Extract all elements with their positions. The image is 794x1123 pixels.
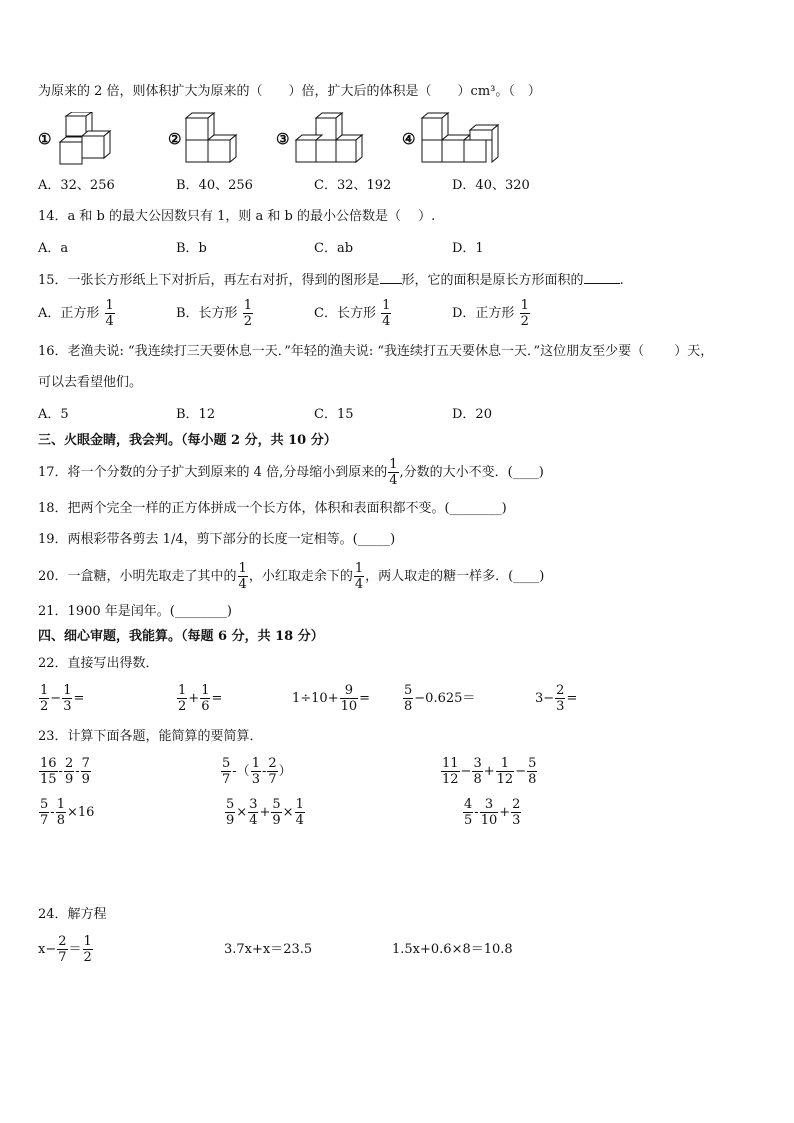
q14-stem: 14．a 和 b 的最大公因数只有 1，则 a 和 b 的最小公倍数是（ ）.: [38, 209, 436, 224]
cube-figure-1: [56, 112, 116, 168]
q13-option-d: D．40、320: [452, 178, 530, 193]
section-3-heading: 三、火眼金睛，我会判。（每小题 2 分，共 10 分）: [38, 433, 337, 448]
q15-option-d-fraction: $\frac{1}{2}$: [520, 298, 529, 329]
q19: 19．两根彩带各剪去 1/4，剪下部分的长度一定相等。(_____): [38, 532, 396, 547]
q23-expr-2: $\frac{5}{7}$ -（ $\frac{1}{3}$ - $\frac{2}{7}$ ）: [222, 756, 292, 787]
q15-option-c-fraction: $\frac{1}{4}$: [382, 298, 391, 329]
q13-option-a: A．32、256: [38, 178, 115, 193]
cube-figure-3: [292, 112, 368, 168]
q15-option-b-fraction: $\frac{1}{2}$: [243, 298, 252, 329]
q15-option-a-fraction: $\frac{1}{4}$: [105, 298, 114, 329]
q15-option-c: [314, 298, 392, 329]
q20-text-b: ，小红取走余下的: [248, 569, 353, 584]
q14-option-b: B．b: [176, 241, 207, 256]
figure-label-2: ②: [168, 130, 182, 148]
figure-label-3: ③: [276, 130, 290, 148]
q15-option-a: [38, 298, 116, 329]
q24-equation-3: 1.5x+0.6×8＝10.8: [392, 942, 513, 957]
q23-expr-5: $\frac{5}{9}$ × $\frac{3}{4}$ + $\frac{5}{9}$ × $\frac{1}{4}$: [226, 797, 304, 828]
q22-expr-4: $\frac{5}{8}$ −0.625＝: [404, 683, 476, 714]
q16-option-d: D．20: [452, 407, 492, 422]
q15-blank-1: [380, 283, 402, 284]
q15-option-d: [452, 298, 531, 329]
cube-figure-4: [418, 112, 502, 168]
q20-text-c: ，两人取走的糖一样多．(____): [365, 569, 545, 584]
q15-stem-c: .: [619, 273, 624, 288]
q15-option-b-label: B．长方形: [176, 306, 238, 321]
q14-option-d: D．1: [452, 241, 484, 256]
q17-fraction: $\frac{1}{4}$: [389, 457, 398, 488]
q22-expr-2: $\frac{1}{2}$ + $\frac{1}{6}$ =: [178, 683, 223, 714]
q24-equation-1: x− $\frac{2}{7}$ ＝ $\frac{1}{2}$: [38, 934, 92, 965]
q17-text-b: ,分数的大小不变．(____): [399, 465, 544, 480]
section-4-heading: 四、细心审题，我能算。（每题 6 分，共 18 分）: [38, 629, 324, 644]
q22-expr-5: 3− $\frac{2}{3}$ =: [535, 683, 578, 714]
q16-option-c: C．15: [314, 407, 354, 422]
q17: [38, 457, 544, 488]
q24-equation-2: 3.7x+x＝23.5: [224, 942, 313, 957]
q21: 21．1900 年是闰年。(________): [38, 604, 232, 619]
q23-expr-1: $\frac{16}{15}$ - $\frac{2}{9}$ - $\frac{7}{9}$: [40, 756, 90, 787]
q22-expr-1: $\frac{1}{2}$ − $\frac{1}{3}$ =: [40, 683, 85, 714]
q23-expr-4: $\frac{5}{7}$ - $\frac{1}{8}$ ×16: [40, 797, 95, 828]
q15-blank-2: [584, 283, 620, 284]
q14-option-a: A．a: [38, 241, 69, 256]
figure-label-4: ④: [402, 130, 416, 148]
q20-fraction-1: $\frac{1}{4}$: [238, 561, 247, 592]
q16-stem-line1: 16．老渔夫说: “我连续打三天要休息一天．”年轻的渔夫说: “我连续打五天要休息一天．”这位朋友至少要（ ）天，: [38, 344, 714, 359]
q20-text-a: 20．一盒糖，小明先取走了其中的: [38, 569, 237, 584]
q15-option-d-label: D．正方形: [452, 306, 515, 321]
q15-option-b: [176, 298, 254, 329]
q20-fraction-2: $\frac{1}{4}$: [354, 561, 364, 592]
q22-stem: 22．直接写出得数．: [38, 656, 159, 671]
q15-stem: [38, 272, 624, 290]
q16-option-a: A．5: [38, 407, 69, 422]
q13-option-b: B．40、256: [176, 178, 253, 193]
cube-figure-2: [182, 112, 238, 168]
q22-expr-3: 1÷10+ $\frac{9}{10}$ =: [292, 683, 371, 714]
q14-option-c: C．ab: [314, 241, 354, 256]
q20: [38, 561, 544, 592]
q16-option-b: B．12: [176, 407, 216, 422]
q24-stem: 24．解方程: [38, 907, 107, 922]
q23-expr-6: $\frac{4}{5}$ - $\frac{3}{10}$ + $\frac{2}{3}$: [464, 797, 521, 828]
q17-text-a: 17．将一个分数的分子扩大到原来的 4 倍,分母缩小到原来的: [38, 465, 388, 480]
q13-stem: 为原来的 2 倍，则体积扩大为原来的（ ）倍，扩大后的体积是（ ）cm³。（ ）: [38, 84, 541, 99]
q15-option-c-label: C．长方形: [314, 306, 376, 321]
q13-option-c: C．32、192: [314, 178, 392, 193]
q15-stem-a: 15．一张长方形纸上下对折后，再左右对折，得到的图形是: [38, 273, 380, 288]
q15-option-a-label: A．正方形: [38, 306, 100, 321]
q23-expr-3: $\frac{11}{12}$ − $\frac{3}{8}$ + $\frac{1}{12}$ − $\frac{5}{8}$: [442, 756, 537, 787]
q16-stem-line2: 可以去看望他们。: [38, 375, 143, 390]
q23-stem: 23．计算下面各题，能简算的要简算．: [38, 729, 263, 744]
q15-stem-b: 形，它的面积是原长方形面积的: [401, 273, 584, 288]
q18: 18．把两个完全一样的正方体拼成一个长方体，体积和表面积都不变。(________): [38, 501, 507, 516]
figure-label-1: ①: [38, 130, 52, 148]
